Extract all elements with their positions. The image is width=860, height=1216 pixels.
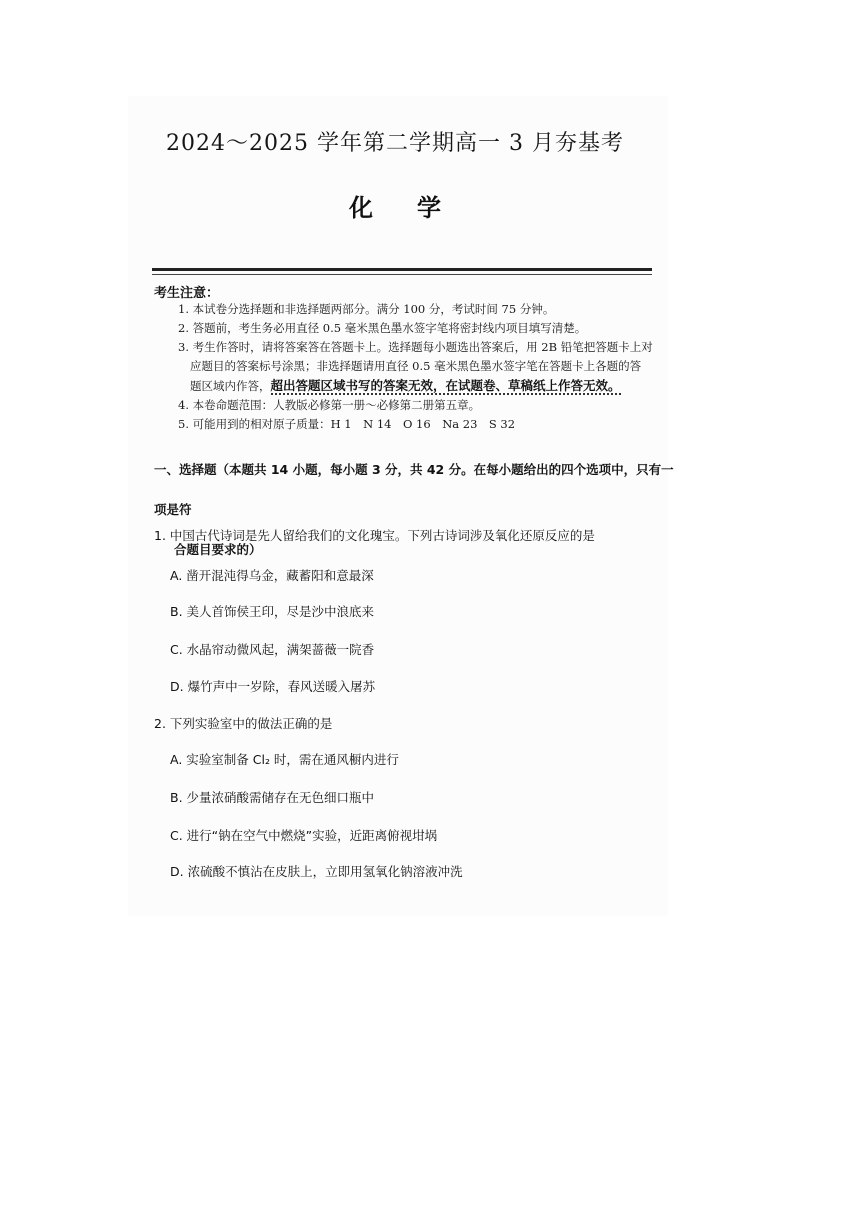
question-2-option-d: D. 浓硫酸不慎沾在皮肤上，立即用氢氧化钠溶液冲洗 bbox=[170, 864, 463, 879]
notice-heading: 考生注意： bbox=[154, 286, 220, 301]
question-1-option-b: B. 美人首饰侯王印，尽是沙中浪底来 bbox=[170, 604, 375, 619]
notice-item-3-cont: 应题目的答案标号涂黑；非选择题请用直径 0.5 毫米黑色墨水签字笔在答题卡上各题的答 bbox=[190, 359, 642, 373]
section-heading bbox=[154, 450, 674, 570]
question-1-option-d: D. 爆竹声中一岁除，春风送暖入屠苏 bbox=[170, 679, 376, 694]
notice-item-3: 3. 考生作答时，请将答案答在答题卡上。选择题每小题选出答案后，用 2B 铅笔把答题卡上对 bbox=[178, 340, 653, 354]
divider-thick bbox=[152, 268, 652, 271]
notice-item-2: 2. 答题前，考生务必用直径 0.5 毫米黑色墨水签字笔将密封线内项目填写清楚。 bbox=[178, 321, 587, 335]
question-1-option-a: A. 凿开混沌得乌金，藏蓄阳和意最深 bbox=[170, 568, 374, 583]
notice-item-3-tail: 题区域内作答， bbox=[190, 379, 271, 393]
notice-item-1: 1. 本试卷分选择题和非选择题两部分。满分 100 分，考试时间 75 分钟。 bbox=[178, 302, 555, 316]
question-1-option-c: C. 水晶帘动微风起，满架蔷薇一院香 bbox=[170, 642, 375, 657]
notice-item-5: 5. 可能用到的相对原子质量：H 1 N 14 O 16 Na 23 S 32 bbox=[178, 417, 516, 431]
divider-thin bbox=[152, 274, 652, 275]
notice-emphasis: 超出答题区域书写的答案无效，在试题卷、草稿纸上作答无效。 bbox=[270, 378, 621, 393]
question-2-option-c: C. 进行“钠在空气中燃烧”实验，近距离俯视坩埚 bbox=[170, 828, 438, 843]
notice-list bbox=[178, 300, 654, 434]
exam-title: 2024～2025 学年第二学期高一 3 月夯基考 bbox=[166, 131, 624, 156]
notice-item-4: 4. 本卷命题范围：人教版必修第一册～必修第二册第五章。 bbox=[178, 398, 481, 412]
question-1-stem: 1. 中国古代诗词是先人留给我们的文化瑰宝。下列古诗词涉及氧化还原反应的是 bbox=[154, 528, 595, 543]
question-2-stem: 2. 下列实验室中的做法正确的是 bbox=[154, 716, 333, 731]
question-2-option-a: A. 实验室制备 Cl₂ 时，需在通风橱内进行 bbox=[170, 752, 399, 767]
exam-subject: 化学 bbox=[349, 193, 485, 222]
question-2-option-b: B. 少量浓硝酸需储存在无色细口瓶中 bbox=[170, 790, 375, 805]
notice-item-3-cont2 bbox=[178, 376, 654, 396]
section-heading-line2: 合题目要求的） bbox=[174, 542, 262, 557]
section-heading-line1: 一、选择题（本题共 14 小题，每小题 3 分，共 42 分。在每小题给出的四个选项中，只有一项是符 bbox=[154, 462, 674, 517]
